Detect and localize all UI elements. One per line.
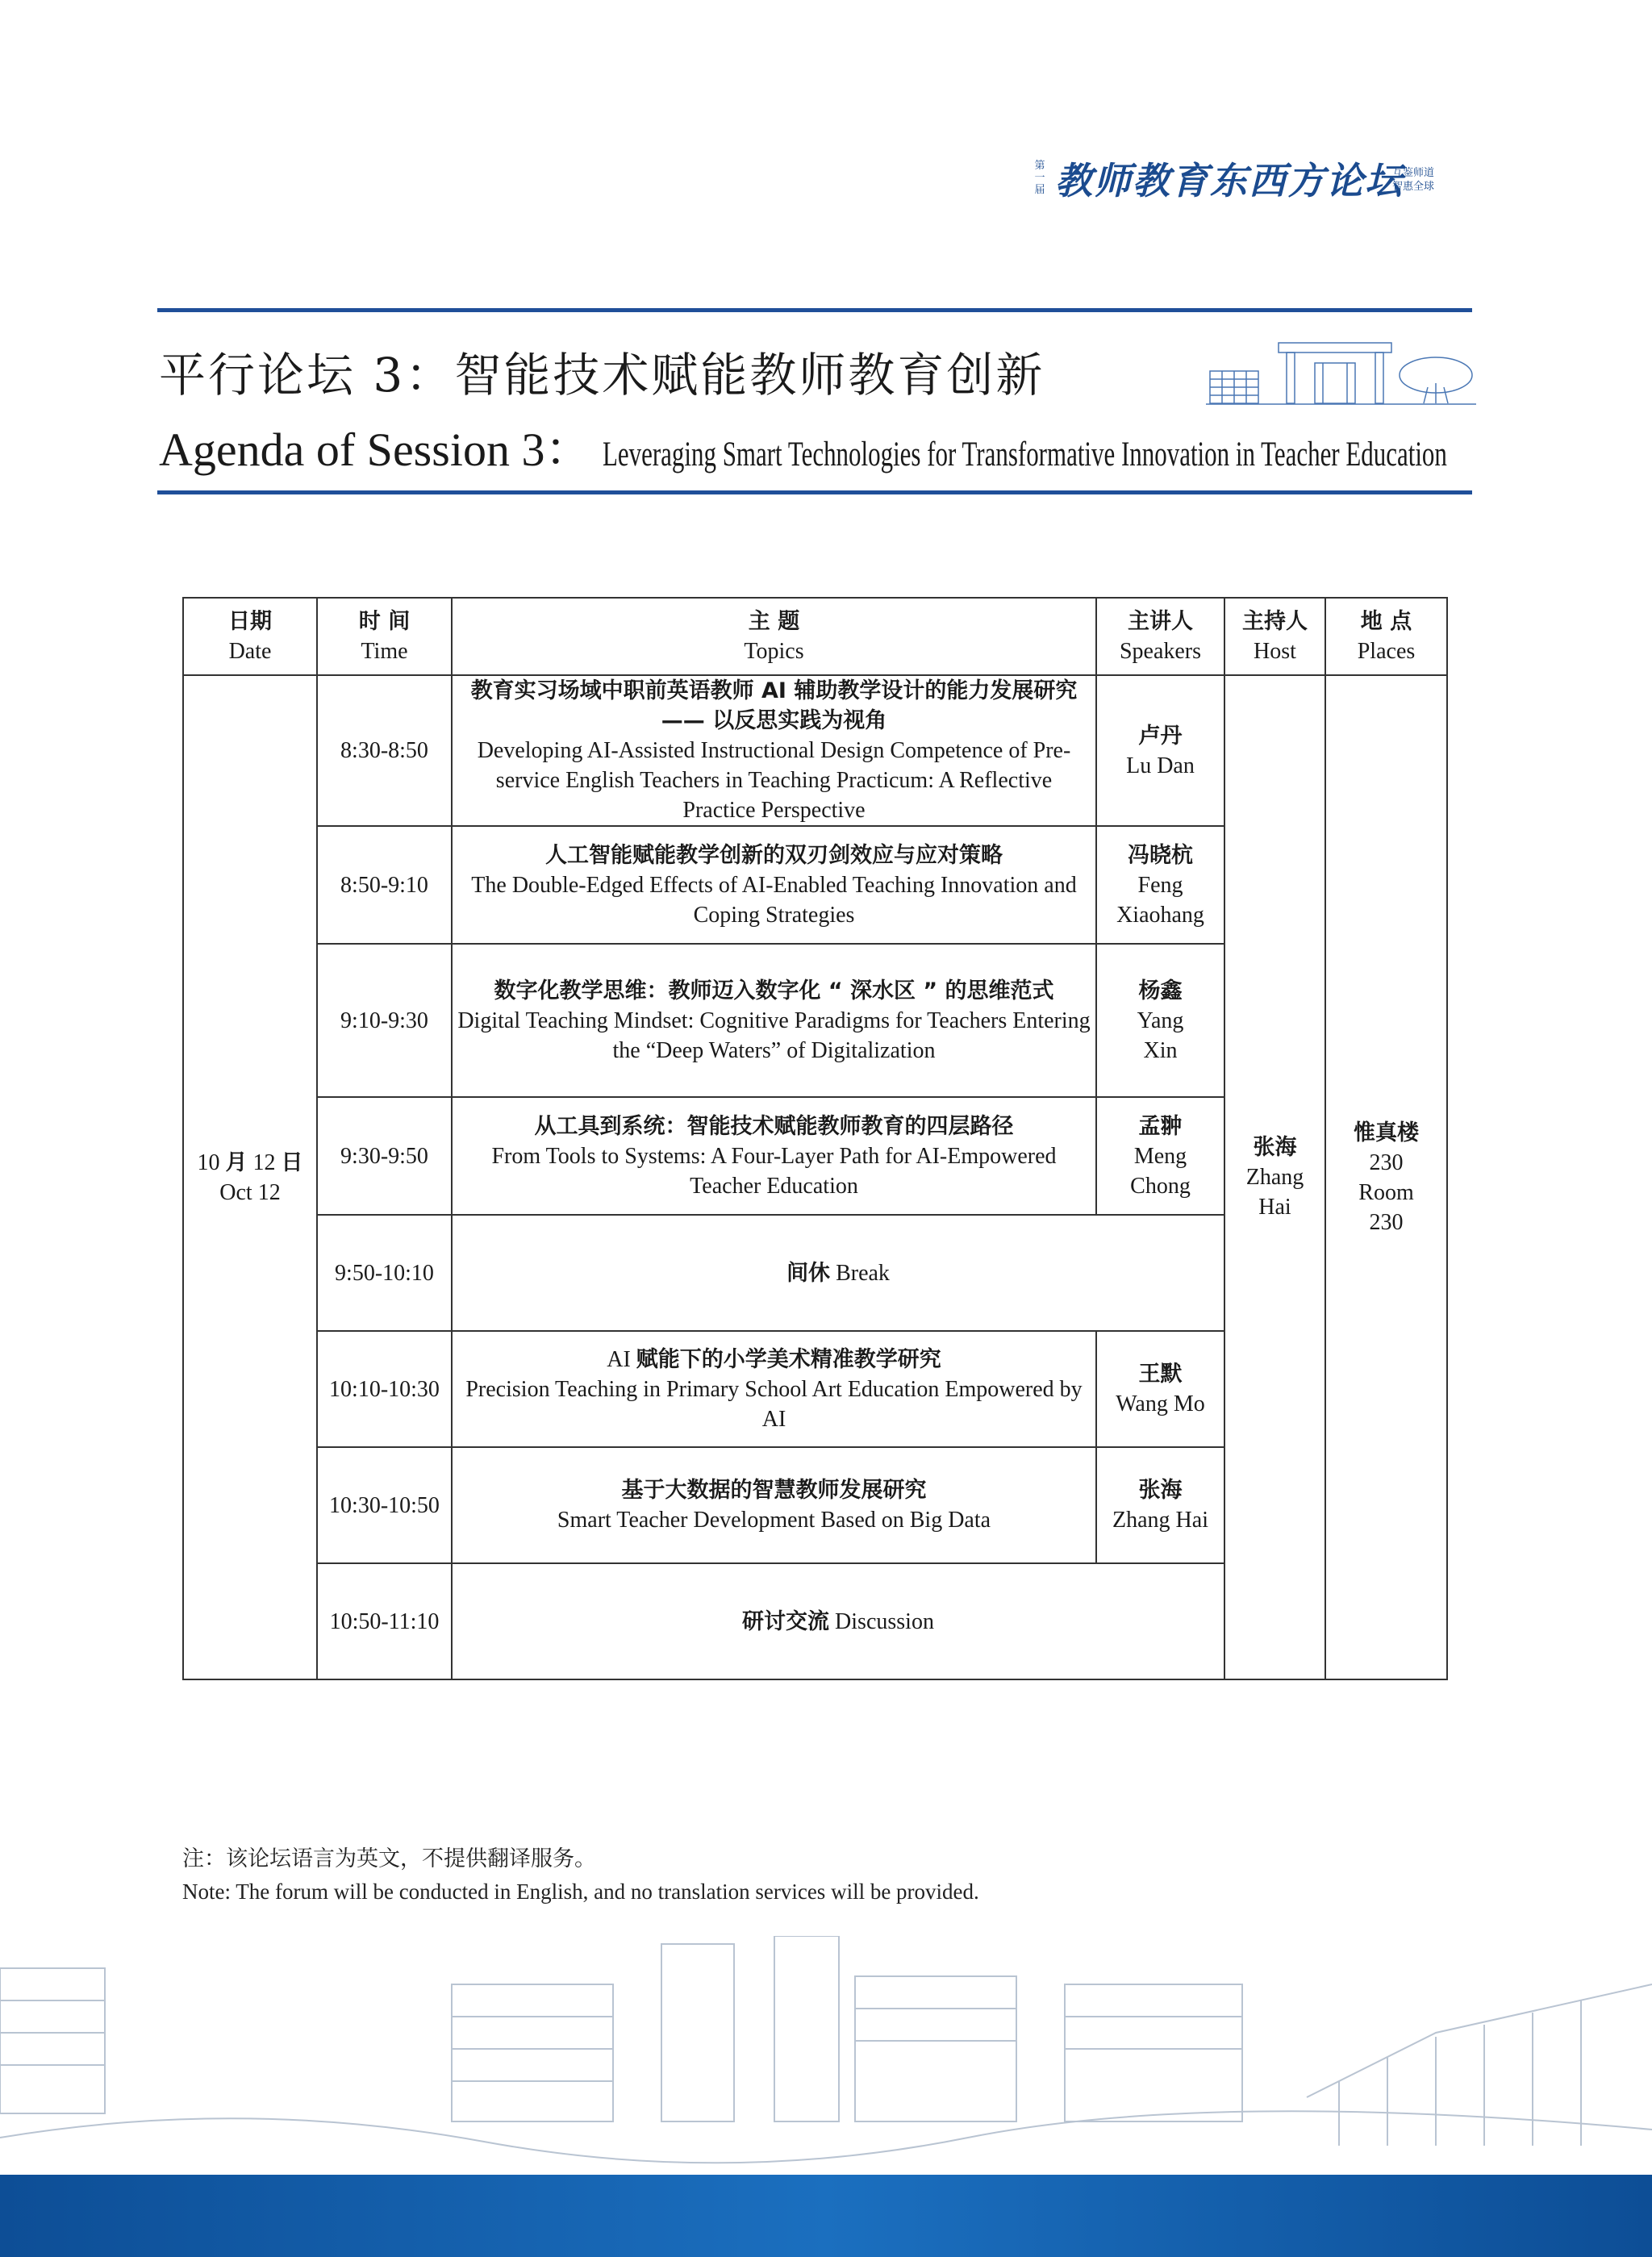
speaker-cell: 杨鑫 Yang Xin xyxy=(1096,944,1224,1097)
footer-bar xyxy=(0,2175,1652,2257)
time-cell: 10:30-10:50 xyxy=(317,1447,452,1563)
campus-building-illustration xyxy=(1206,339,1476,407)
speaker-cell: 张海 Zhang Hai xyxy=(1096,1447,1224,1563)
campus-skyline-illustration xyxy=(0,1936,1652,2178)
speaker-cell: 冯晓杭 Feng Xiaohang xyxy=(1096,826,1224,944)
header-time: 时 间 Time xyxy=(317,598,452,675)
forum-name: 教师教育东西方论坛 xyxy=(1055,159,1404,202)
place-cell: 惟真楼 230 Room 230 xyxy=(1325,675,1447,1679)
note-cn: 注：该论坛语言为英文，不提供翻译服务。 xyxy=(182,1846,596,1871)
time-cell: 8:30-8:50 xyxy=(317,675,452,826)
topic-cell: 人工智能赋能教学创新的双刃剑效应与应对策略 The Double-Edged Effects of AI-Enabled Teaching Innovation and Coping Strategies xyxy=(452,826,1096,944)
top-divider xyxy=(157,308,1472,312)
page-title-en xyxy=(159,411,1652,479)
date-cell: 10 月 12 日 Oct 12 xyxy=(183,675,317,1679)
forum-logo xyxy=(1031,158,1450,207)
topic-cell: 数字化教学思维：教师迈入数字化 “ 深水区 ” 的思维范式 Digital Teaching Mindset: Cognitive Paradigms for Teachers Entering the “Deep Waters” of Digitalization xyxy=(452,944,1096,1097)
bottom-divider xyxy=(157,490,1472,494)
note-en: Note: The forum will be conducted in English, and no translation services will be provided. xyxy=(182,1879,979,1904)
time-cell: 10:50-11:10 xyxy=(317,1563,452,1679)
title-en-main: Agenda of Session 3： xyxy=(159,423,592,476)
discussion-cell: 研讨交流 Discussion xyxy=(452,1563,1224,1679)
header-host: 主持人 Host xyxy=(1224,598,1325,675)
time-cell: 9:10-9:30 xyxy=(317,944,452,1097)
time-cell: 9:30-9:50 xyxy=(317,1097,452,1215)
forum-slogan: 互鉴师道 智惠全球 xyxy=(1392,167,1435,193)
topic-cell: 教育实习场域中职前英语教师 AI 辅助教学设计的能力发展研究 —— 以反思实践为视角 Developing AI-Assisted Instructional Design Competence of Pre-service English Teachers in Teaching Practicum: A Reflective Practice Perspective xyxy=(452,675,1096,826)
speaker-cell: 王默 Wang Mo xyxy=(1096,1331,1224,1447)
topic-cell: 从工具到系统：智能技术赋能教师教育的四层路径 From Tools to Systems: A Four-Layer Path for AI-Empowered Teacher Education xyxy=(452,1097,1096,1215)
page-title-cn: 平行论坛 3：智能技术赋能教师教育创新 xyxy=(159,348,1045,403)
break-cell: 间休 Break xyxy=(452,1215,1224,1331)
topic-cell: AI 赋能下的小学美术精准教学研究 Precision Teaching in Primary School Art Education Empowered by AI xyxy=(452,1331,1096,1447)
header-topic: 主 题 Topics xyxy=(452,598,1096,675)
time-cell: 10:10-10:30 xyxy=(317,1331,452,1447)
header-date: 日期 Date xyxy=(183,598,317,675)
header-speaker: 主讲人 Speakers xyxy=(1096,598,1224,675)
speaker-cell: 卢丹 Lu Dan xyxy=(1096,675,1224,826)
table-row xyxy=(183,675,1447,826)
title-en-sub: Leveraging Smart Technologies for Transformative Innovation in Teacher Education xyxy=(603,436,1448,474)
topic-cell: 基于大数据的智慧教师发展研究 Smart Teacher Development Based on Big Data xyxy=(452,1447,1096,1563)
agenda-table xyxy=(182,597,1448,1680)
speaker-cell: 孟翀 Meng Chong xyxy=(1096,1097,1224,1215)
time-cell: 8:50-9:10 xyxy=(317,826,452,944)
table-header-row xyxy=(183,598,1447,675)
host-cell: 张海 Zhang Hai xyxy=(1224,675,1325,1679)
header-place: 地 点 Places xyxy=(1325,598,1447,675)
forum-issue: 第一届 xyxy=(1034,160,1045,196)
time-cell: 9:50-10:10 xyxy=(317,1215,452,1331)
